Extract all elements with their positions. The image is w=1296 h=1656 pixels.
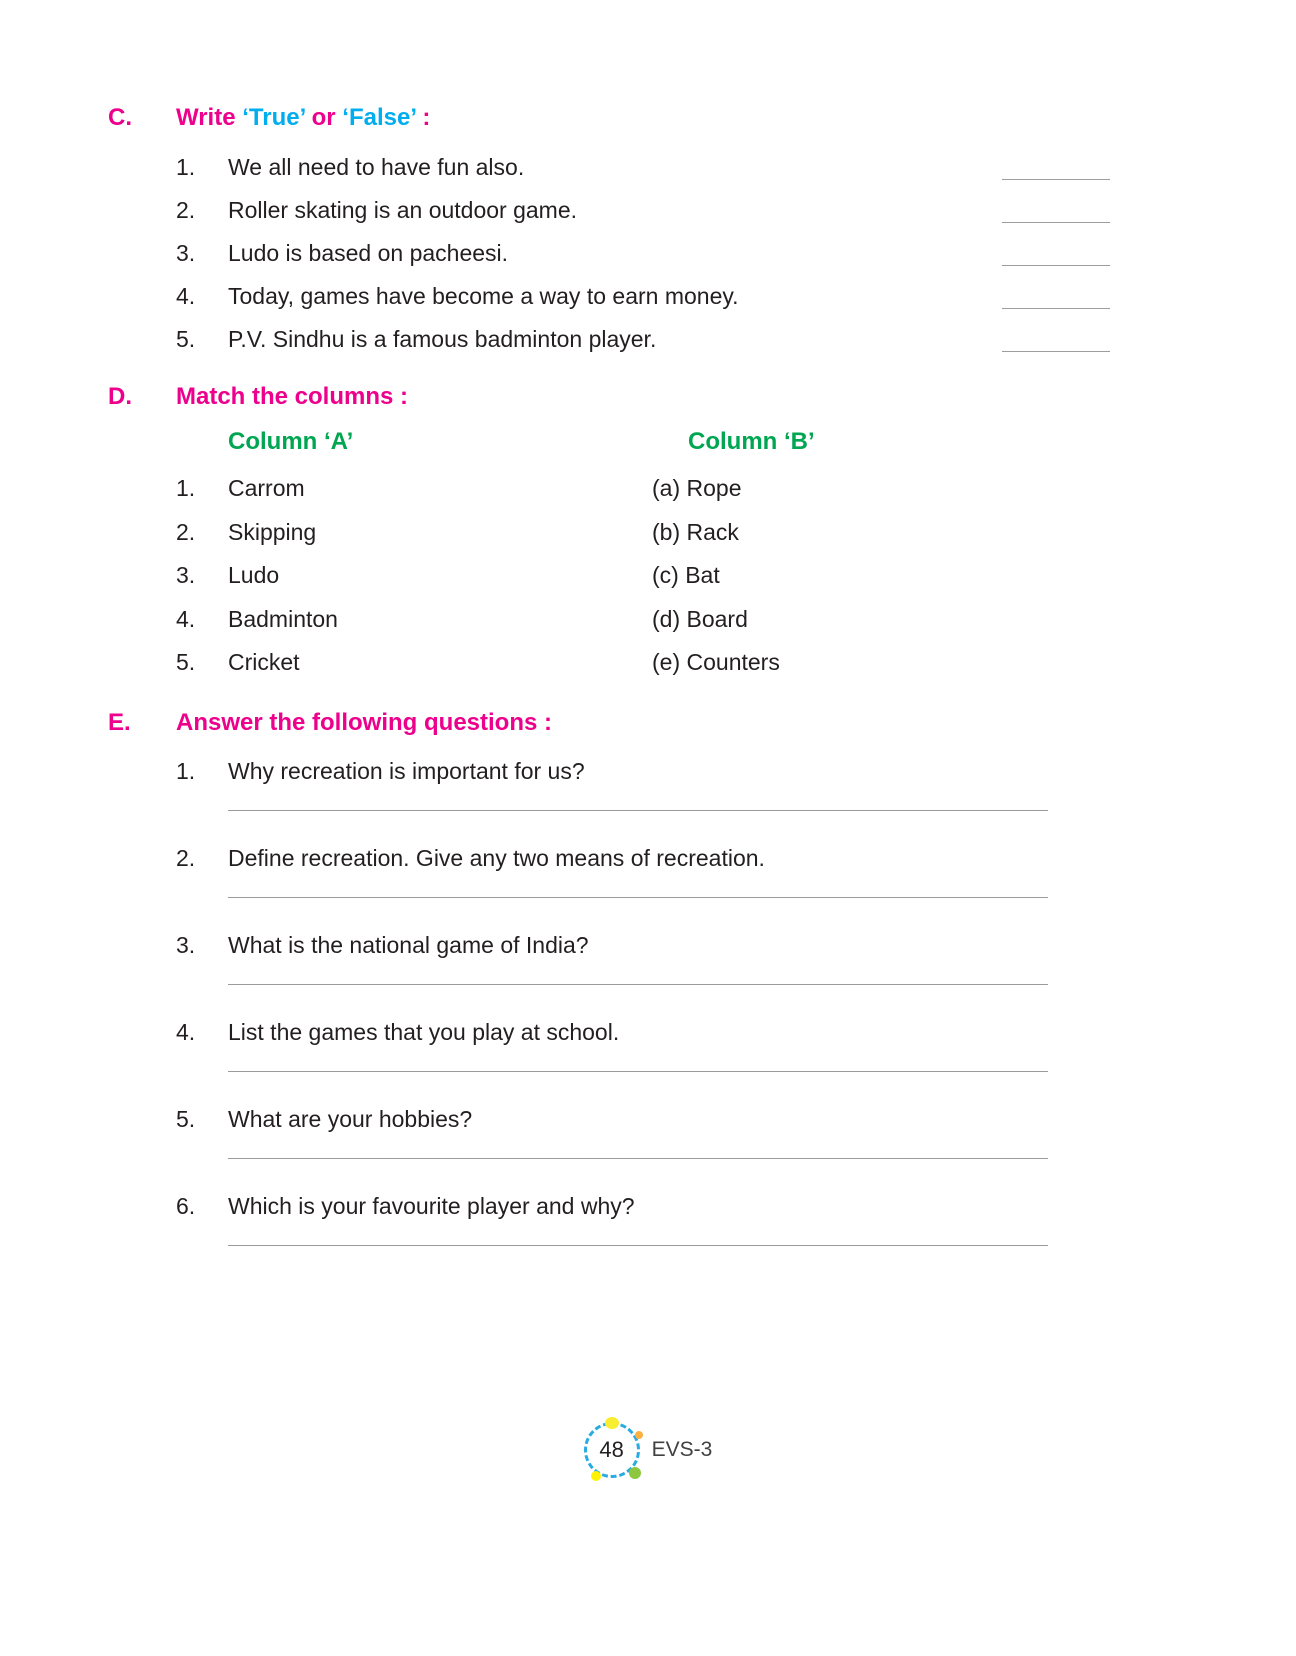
match-row-number: 3.	[176, 562, 196, 588]
match-column-a-item: Skipping	[228, 518, 317, 545]
section-e	[0, 707, 1296, 1246]
match-row-4	[176, 598, 1296, 642]
tf-answer-blank	[1002, 351, 1110, 352]
match-column-headers	[228, 425, 1296, 459]
tf-item-3	[176, 232, 1110, 275]
section-c-title-suffix: :	[415, 104, 431, 131]
question-row	[176, 755, 1296, 787]
question-number: 1.	[176, 757, 196, 784]
tf-item-text: Today, games have become a way to earn money.	[228, 283, 739, 309]
section-c-title-false: ‘False’	[342, 104, 416, 131]
question-text: List the games that you play at school.	[228, 1018, 620, 1045]
section-d	[0, 381, 1296, 685]
tf-answer-blank	[1002, 179, 1110, 180]
question-number: 6.	[176, 1192, 196, 1219]
question-row	[176, 1190, 1296, 1222]
decorative-dot-icon	[629, 1467, 641, 1479]
tf-item-number: 5.	[176, 326, 196, 352]
question-number: 3.	[176, 931, 196, 958]
page-footer	[0, 1422, 1296, 1478]
true-false-list	[0, 146, 1296, 361]
decorative-dot-icon	[591, 1471, 601, 1481]
question-text: What are your hobbies?	[228, 1105, 473, 1132]
question-item-4	[176, 1016, 1296, 1072]
decorative-dot-icon	[605, 1417, 619, 1429]
question-item-3	[176, 929, 1296, 985]
match-column-a-item: Carrom	[228, 475, 305, 501]
match-column-b-item: (e) Counters	[652, 649, 780, 675]
section-e-header	[108, 707, 1296, 739]
answer-line	[228, 1158, 1048, 1159]
match-column-b-item: (c) Bat	[652, 562, 720, 588]
question-text: Why recreation is important for us?	[228, 757, 585, 784]
tf-item-number: 2.	[176, 197, 196, 223]
tf-item-1	[176, 146, 1110, 189]
answer-line	[228, 984, 1048, 985]
match-column-b-item: (d) Board	[652, 605, 748, 632]
question-number: 4.	[176, 1018, 196, 1045]
answer-line	[228, 810, 1048, 811]
match-row-1	[176, 467, 1296, 511]
tf-item-text: We all need to have fun also.	[228, 154, 525, 180]
section-c-title-true: ‘True’	[242, 104, 305, 131]
match-column-a-item: Badminton	[228, 605, 338, 632]
match-column-a-item: Cricket	[228, 649, 300, 675]
section-d-letter: D.	[108, 383, 132, 410]
question-number: 5.	[176, 1105, 196, 1132]
book-title: EVS-3	[651, 1438, 713, 1461]
column-a-header: Column ‘A’	[228, 428, 354, 455]
section-c-title-mid: or	[304, 104, 343, 131]
match-row-3	[176, 554, 1296, 598]
question-text: Define recreation. Give any two means of recreation.	[228, 844, 765, 871]
question-number: 2.	[176, 844, 196, 871]
answer-line	[228, 1071, 1048, 1072]
tf-answer-blank	[1002, 308, 1110, 309]
tf-item-2	[176, 189, 1110, 232]
decorative-dot-icon	[635, 1431, 643, 1439]
match-row-number: 2.	[176, 518, 196, 545]
section-e-title: Answer the following questions :	[176, 708, 553, 736]
section-d-title: Match the columns :	[176, 383, 409, 410]
question-row	[176, 842, 1296, 874]
tf-answer-blank	[1002, 222, 1110, 223]
match-column-b-item: (a) Rope	[652, 475, 742, 501]
section-c-title-prefix: Write	[176, 104, 243, 131]
question-item-1	[176, 755, 1296, 811]
question-row	[176, 1103, 1296, 1135]
answer-line	[228, 897, 1048, 898]
tf-item-text: P.V. Sindhu is a famous badminton player.	[228, 326, 657, 352]
question-row	[176, 1016, 1296, 1048]
tf-item-5	[176, 318, 1110, 361]
tf-item-number: 1.	[176, 154, 196, 180]
page-number: 48	[599, 1437, 624, 1462]
match-column-b-item: (b) Rack	[652, 518, 739, 545]
question-item-2	[176, 842, 1296, 898]
tf-item-text: Ludo is based on pacheesi.	[228, 240, 509, 266]
section-e-letter: E.	[108, 708, 131, 736]
match-column-a-item: Ludo	[228, 562, 280, 588]
section-c-title	[176, 102, 430, 134]
column-b-header: Column ‘B’	[688, 428, 815, 455]
tf-item-4	[176, 275, 1110, 318]
page-number-badge	[584, 1422, 640, 1478]
tf-item-number: 3.	[176, 240, 196, 266]
tf-answer-blank	[1002, 265, 1110, 266]
question-item-6	[176, 1190, 1296, 1246]
section-d-header	[108, 381, 1296, 413]
question-row	[176, 929, 1296, 961]
match-list	[0, 467, 1296, 685]
match-row-number: 4.	[176, 605, 196, 632]
section-c-letter: C.	[108, 104, 132, 131]
tf-item-text: Roller skating is an outdoor game.	[228, 197, 578, 223]
question-text: What is the national game of India?	[228, 931, 589, 958]
section-c-header	[108, 102, 1296, 134]
match-row-2	[176, 511, 1296, 555]
question-text: Which is your favourite player and why?	[228, 1192, 635, 1219]
answer-line	[228, 1245, 1048, 1246]
match-row-5	[176, 641, 1296, 685]
tf-item-number: 4.	[176, 283, 196, 309]
question-item-5	[176, 1103, 1296, 1159]
match-row-number: 1.	[176, 475, 196, 501]
match-row-number: 5.	[176, 649, 196, 675]
